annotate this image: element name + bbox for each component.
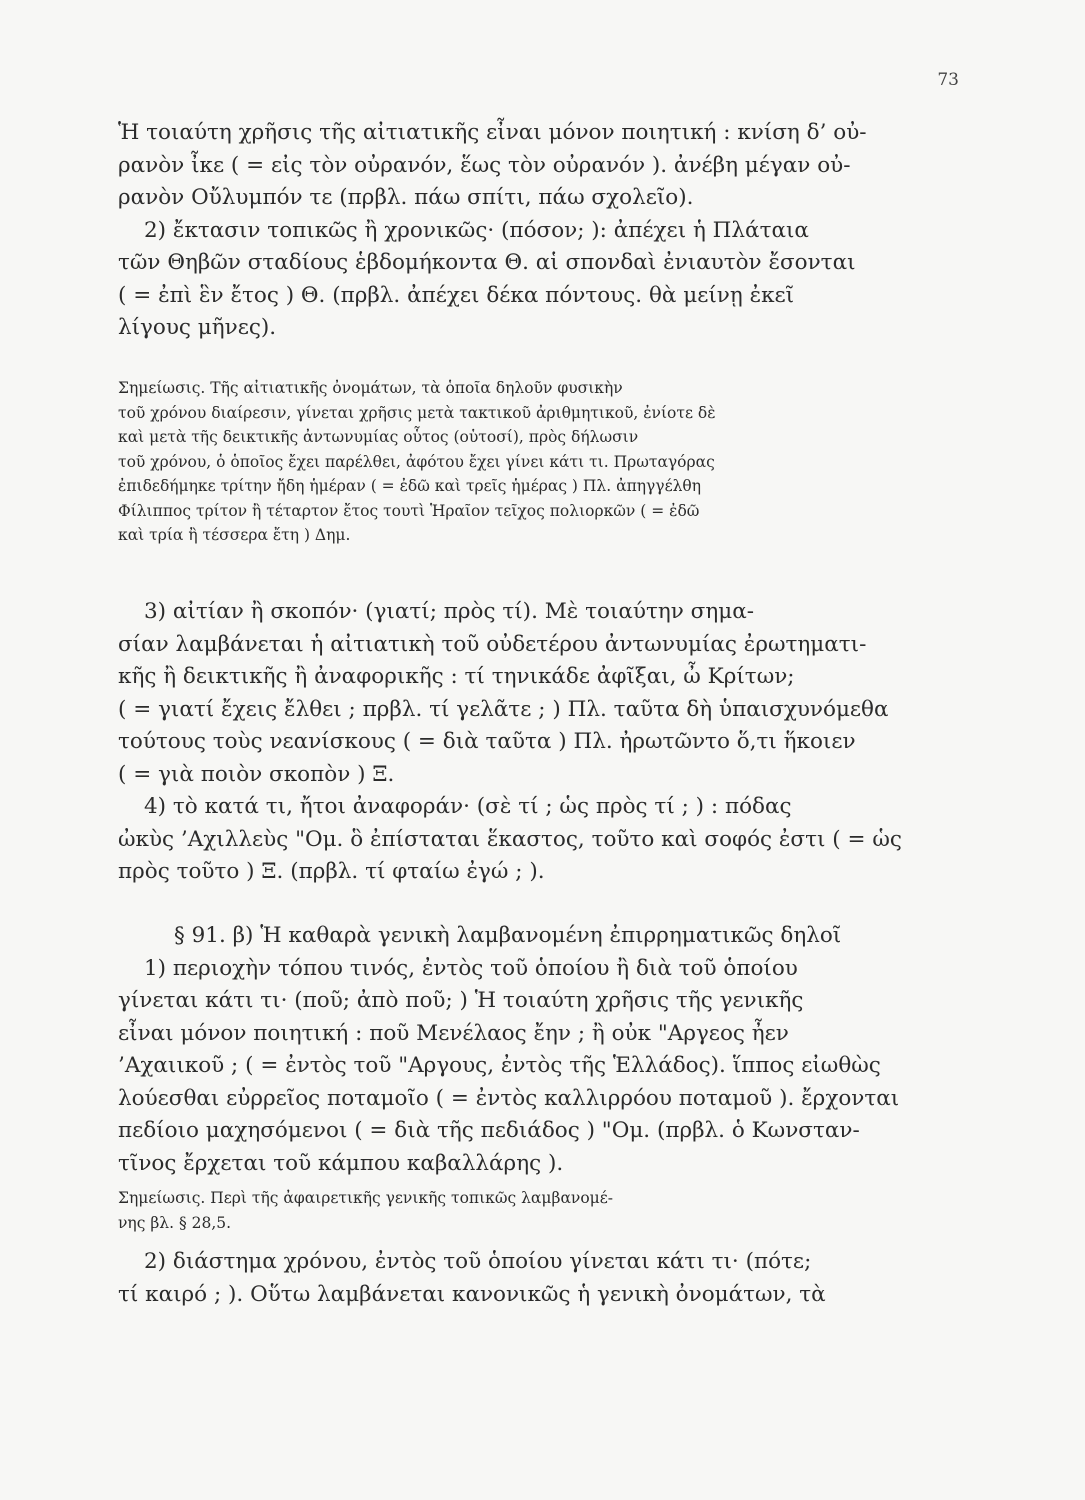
text-line: 2) διάστημα χρόνου, ἐντὸς τοῦ ὁποίου γίνεται κάτι τι· (πότε; xyxy=(144,1249,812,1274)
text-line: γίνεται κάτι τι· (ποῦ; ἀπὸ ποῦ; ) Ἡ τοιαύτη χρῆσις τῆς γενικῆς xyxy=(118,988,804,1013)
text-line: ’Αχαιικοῦ ; ( = ἐντὸς τοῦ "Αργους, ἐντὸς τῆς Ἑλλάδος). ἵππος εἰωθὼς xyxy=(118,1053,881,1078)
text-line: 1) περιοχὴν τόπου τινός, ἐντὸς τοῦ ὁποίου ἢ διὰ τοῦ ὁποίου xyxy=(144,955,798,981)
text-line: ἐπιδεδήμηκε τρίτην ἤδη ἡμέραν ( = ἐδῶ καὶ τρεῖς ἡμέρας ) Πλ. ἀπηγγέλθη xyxy=(118,477,702,495)
text-line: ( = ἐπὶ ἓν ἔτος ) Θ. (πρβλ. ἀπέχει δέκα πόντους. θὰ μείνῃ ἐκεῖ xyxy=(118,282,795,308)
text-line: 2) ἔκτασιν τοπικῶς ἢ χρονικῶς· (πόσον; ): ἀπέχει ἡ Πλάταια xyxy=(144,217,809,243)
text-line: Φίλιππος τρίτον ἢ τέταρτον ἔτος τουτὶ Ἡραῖον τεῖχος πολιορκῶν ( = ἐδῶ xyxy=(118,501,700,520)
text-line: τῶν Θηβῶν σταδίους ἑβδομήκοντα Θ. αἱ σπονδαὶ ἐνιαυτὸν ἔσονται xyxy=(118,250,856,275)
note-ablative-genitive xyxy=(118,1186,956,1235)
text-line: ( = γιατί ἔχεις ἔλθει ; πρβλ. τί γελᾶτε ; ) Πλ. ταῦτα δὴ ὑπαισχυνόμεθα xyxy=(118,696,889,722)
text-line: τοῦ χρόνου διαίρεσιν, γίνεται χρῆσις μετὰ τακτικοῦ ἀριθμητικοῦ, ἐνίοτε δὲ xyxy=(118,403,716,422)
text-line: λούεσθαι εὐρρεῖος ποταμοῖο ( = ἐντὸς καλλιρρόου ποταμοῦ ). ἔρχονται xyxy=(118,1085,900,1111)
section-91-genitive xyxy=(118,920,956,1180)
text-line: τῖνος ἔρχεται τοῦ κάμπου καβαλλάρης ). xyxy=(118,1150,564,1176)
text-line: ρανὸν ἶκε ( = εἰς τὸν οὐρανόν, ἕως τὸν οὐρανόν ). ἀνέβη μέγαν οὐ- xyxy=(118,152,851,178)
paragraph-cause-reference xyxy=(118,596,956,889)
paragraph-text xyxy=(118,920,956,1180)
text-line: 3) αἰτίαν ἢ σκοπόν· (γιατί; πρὸς τί). Μὲ τοιαύτην σημα- xyxy=(144,599,754,624)
text-line: τί καιρό ; ). Οὕτω λαμβάνεται κανονικῶς ἡ γενικὴ ὀνομάτων, τὰ xyxy=(118,1281,826,1307)
text-line: σίαν λαμβάνεται ἡ αἰτιατικὴ τοῦ οὐδετέρου ἀντωνυμίας ἐρωτηματι- xyxy=(118,631,867,657)
text-line: τοῦ χρόνου, ὁ ὁποῖος ἔχει παρέλθει, ἀφότου ἔχει γίνει κάτι τι. Πρωταγόρας xyxy=(118,452,715,471)
text-line: καὶ μετὰ τῆς δεικτικῆς ἀντωνυμίας οὗτος (οὑτοσί), πρὸς δήλωσιν xyxy=(118,428,639,446)
text-line: λίγους μῆνες). xyxy=(118,315,277,340)
text-line: τούτους τοὺς νεανίσκους ( = διὰ ταῦτα ) Πλ. ἠρωτῶντο ὅ,τι ἥκοιεν xyxy=(118,729,856,754)
paragraph-genitive-time xyxy=(118,1246,956,1311)
note-text xyxy=(118,376,956,548)
text-line: Ἡ τοιαύτη χρῆσις τῆς αἰτιατικῆς εἶναι μόνον ποιητική : κνίση δ’ οὐ- xyxy=(118,120,867,145)
note-accusative-time xyxy=(118,376,956,548)
paragraph-text xyxy=(118,596,956,889)
note-text xyxy=(118,1186,956,1235)
paragraph-accusative-poetic xyxy=(118,117,956,345)
text-line: πρὸς τοῦτο ) Ξ. (πρβλ. τί φταίω ἐγώ ; ). xyxy=(118,859,545,884)
text-line: κῆς ἢ δεικτικῆς ἢ ἀναφορικῆς : τί τηνικάδε ἀφῖξαι, ὦ Κρίτων; xyxy=(118,664,795,689)
paragraph-text xyxy=(118,1246,956,1311)
paragraph-text xyxy=(118,117,956,345)
text-line: εἶναι μόνον ποιητική : ποῦ Μενέλαος ἔην ; ἢ οὐκ "Αργεος ἦεν xyxy=(118,1020,789,1046)
text-line: Σημείωσις. Περὶ τῆς ἀφαιρετικῆς γενικῆς τοπικῶς λαμβανομέ- xyxy=(118,1189,614,1207)
section-heading: § 91. β) Ἡ καθαρὰ γενικὴ λαμβανομένη ἐπιρρηματικῶς δηλοῖ xyxy=(174,923,842,948)
text-line: ( = γιὰ ποιὸν σκοπὸν ) Ξ. xyxy=(118,761,395,787)
text-line: ὠκὺς ’Αχιλλεὺς "Ομ. ὃ ἐπίσταται ἕκαστος, τοῦτο καὶ σοφός ἐστι ( = ὡς xyxy=(118,826,902,852)
page-number: 73 xyxy=(937,70,959,90)
text-line: πεδίοιο μαχησόμενοι ( = διὰ τῆς πεδιάδος ) "Ομ. (πρβλ. ὁ Κωνσταν- xyxy=(118,1118,860,1143)
text-line: ρανὸν Οὔλυμπόν τε (πρβλ. πάω σπίτι, πάω σχολεῖο). xyxy=(118,185,694,210)
text-line: καὶ τρία ἢ τέσσερα ἔτη ) Δημ. xyxy=(118,526,351,544)
text-line: Σημείωσις. Τῆς αἰτιατικῆς ὀνομάτων, τὰ ὁποῖα δηλοῦν φυσικὴν xyxy=(118,379,623,397)
text-line: 4) τὸ κατά τι, ἤτοι ἀναφοράν· (σὲ τί ; ὡς πρὸς τί ; ) : πόδας xyxy=(144,794,792,819)
text-line: νης βλ. § 28,5. xyxy=(118,1213,232,1232)
